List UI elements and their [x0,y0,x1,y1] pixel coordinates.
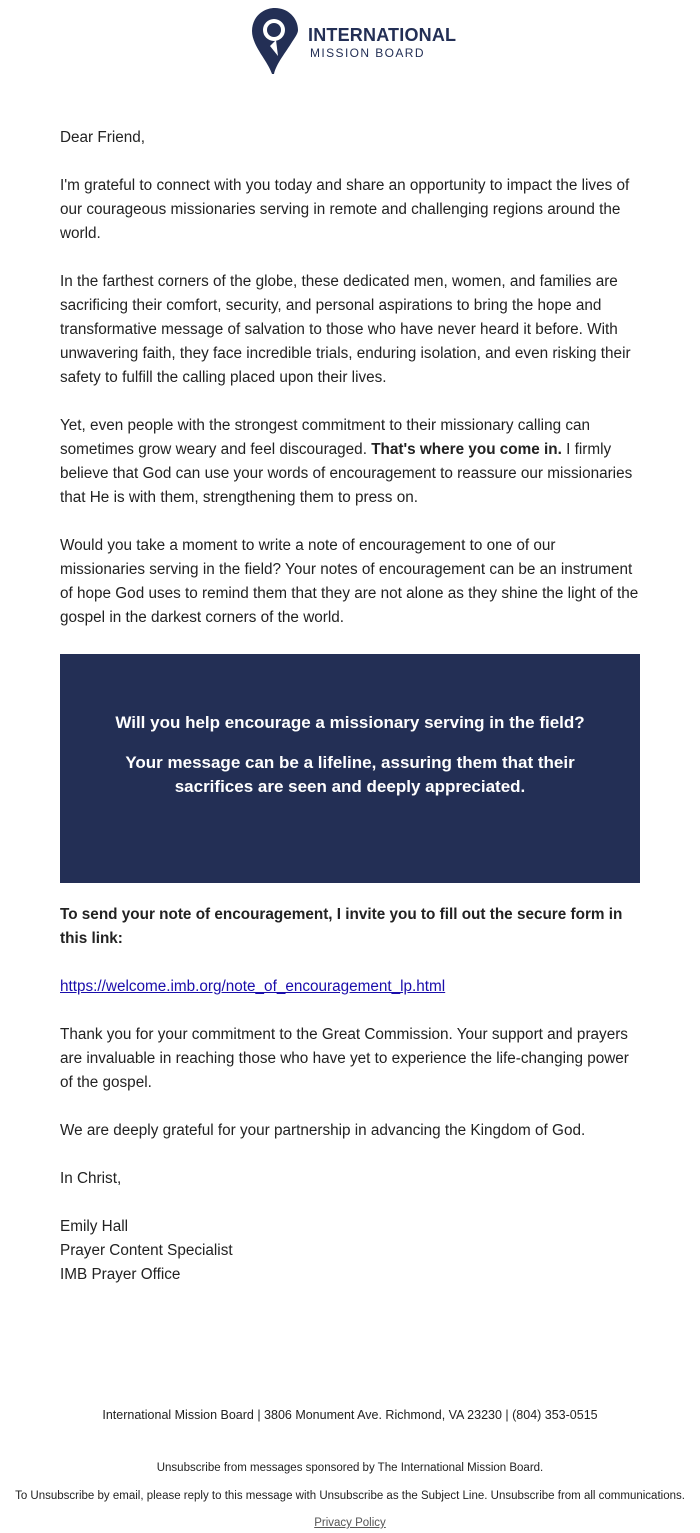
callout-box [60,654,640,883]
logo-line-international: INTERNATIONAL [308,24,457,45]
location-pin-logo-icon [250,6,300,76]
signer-title: Prayer Content Specialist [60,1242,233,1259]
footer-privacy [0,1517,700,1529]
paragraph-missionaries: In the farthest corners of the globe, these dedicated men, women, and families are sacrificing their comfort, security, and personal aspirations to bring the hope and transformative message of salvation to those who have never heard it before. With unwavering faith, they face incredible trials, enduring isolation, and even risking their safety to fulfill the calling placed upon their lives. [60,273,631,386]
logo-line-mission-board: MISSION BOARD [310,45,425,60]
paragraph-encouragement-bold: That's where you come in. [371,441,562,458]
logo-wordmark [308,24,456,59]
greeting: Dear Friend, [60,129,146,146]
paragraph-thanks: Thank you for your commitment to the Great Commission. Your support and prayers are invaluable in reaching those who have yet to experience the life-changing power of the gospel. [60,1026,629,1091]
signer-office: IMB Prayer Office [60,1266,181,1283]
paragraph-request: Would you take a moment to write a note of encouragement to one of our missionaries serving in the field? Your notes of encouragement can be an instrument of hope God uses to remind them that they are not alone as they shine the light of the gospel in the darkest corners of the world. [60,537,639,626]
form-link-line [60,975,642,999]
paragraph-encouragement [60,414,642,510]
paragraph-encouragement-start: Yet, even people with the strongest commitment to their missionary calling can sometimes grow weary and feel discouraged. [60,417,590,458]
closing: In Christ, [60,1170,122,1187]
callout-lifeline: Your message can be a lifeline, assuring them that their sacrifices are seen and deeply appreciated. [125,753,575,796]
paragraph-encouragement-end: I firmly believe that God can use your words of encouragement to reassure our missionaries that He is with them, strengthening them to press on. [60,441,633,506]
email-body [60,126,642,1311]
signer-name: Emily Hall [60,1218,128,1235]
signature [60,1215,642,1287]
footer-unsubscribe-sponsor[interactable]: Unsubscribe from messages sponsored by The International Mission Board. [156,1462,544,1474]
callout-question: Will you help encourage a missionary serving in the field? [115,713,585,732]
paragraph-intro: I'm grateful to connect with you today and share an opportunity to impact the lives of our courageous missionaries serving in remote and challenging regions around the world. [60,177,630,242]
paragraph-gratitude: We are deeply grateful for your partnership in advancing the Kingdom of God. [60,1122,586,1139]
privacy-policy-link[interactable]: Privacy Policy [314,1517,386,1529]
footer-unsubscribe-email[interactable]: To Unsubscribe by email, please reply to this message with Unsubscribe as the Subject Line. Unsubscribe from all communications. [15,1490,685,1502]
email-header [0,0,700,80]
footer-address: International Mission Board | 3806 Monument Ave. Richmond, VA 23230 | (804) 353-0515 [102,1408,598,1422]
imb-logo[interactable] [250,6,456,76]
form-intro: To send your note of encouragement, I invite you to fill out the secure form in this link: [60,906,623,947]
form-link[interactable]: https://welcome.imb.org/note_of_encouragement_lp.html [60,978,446,995]
